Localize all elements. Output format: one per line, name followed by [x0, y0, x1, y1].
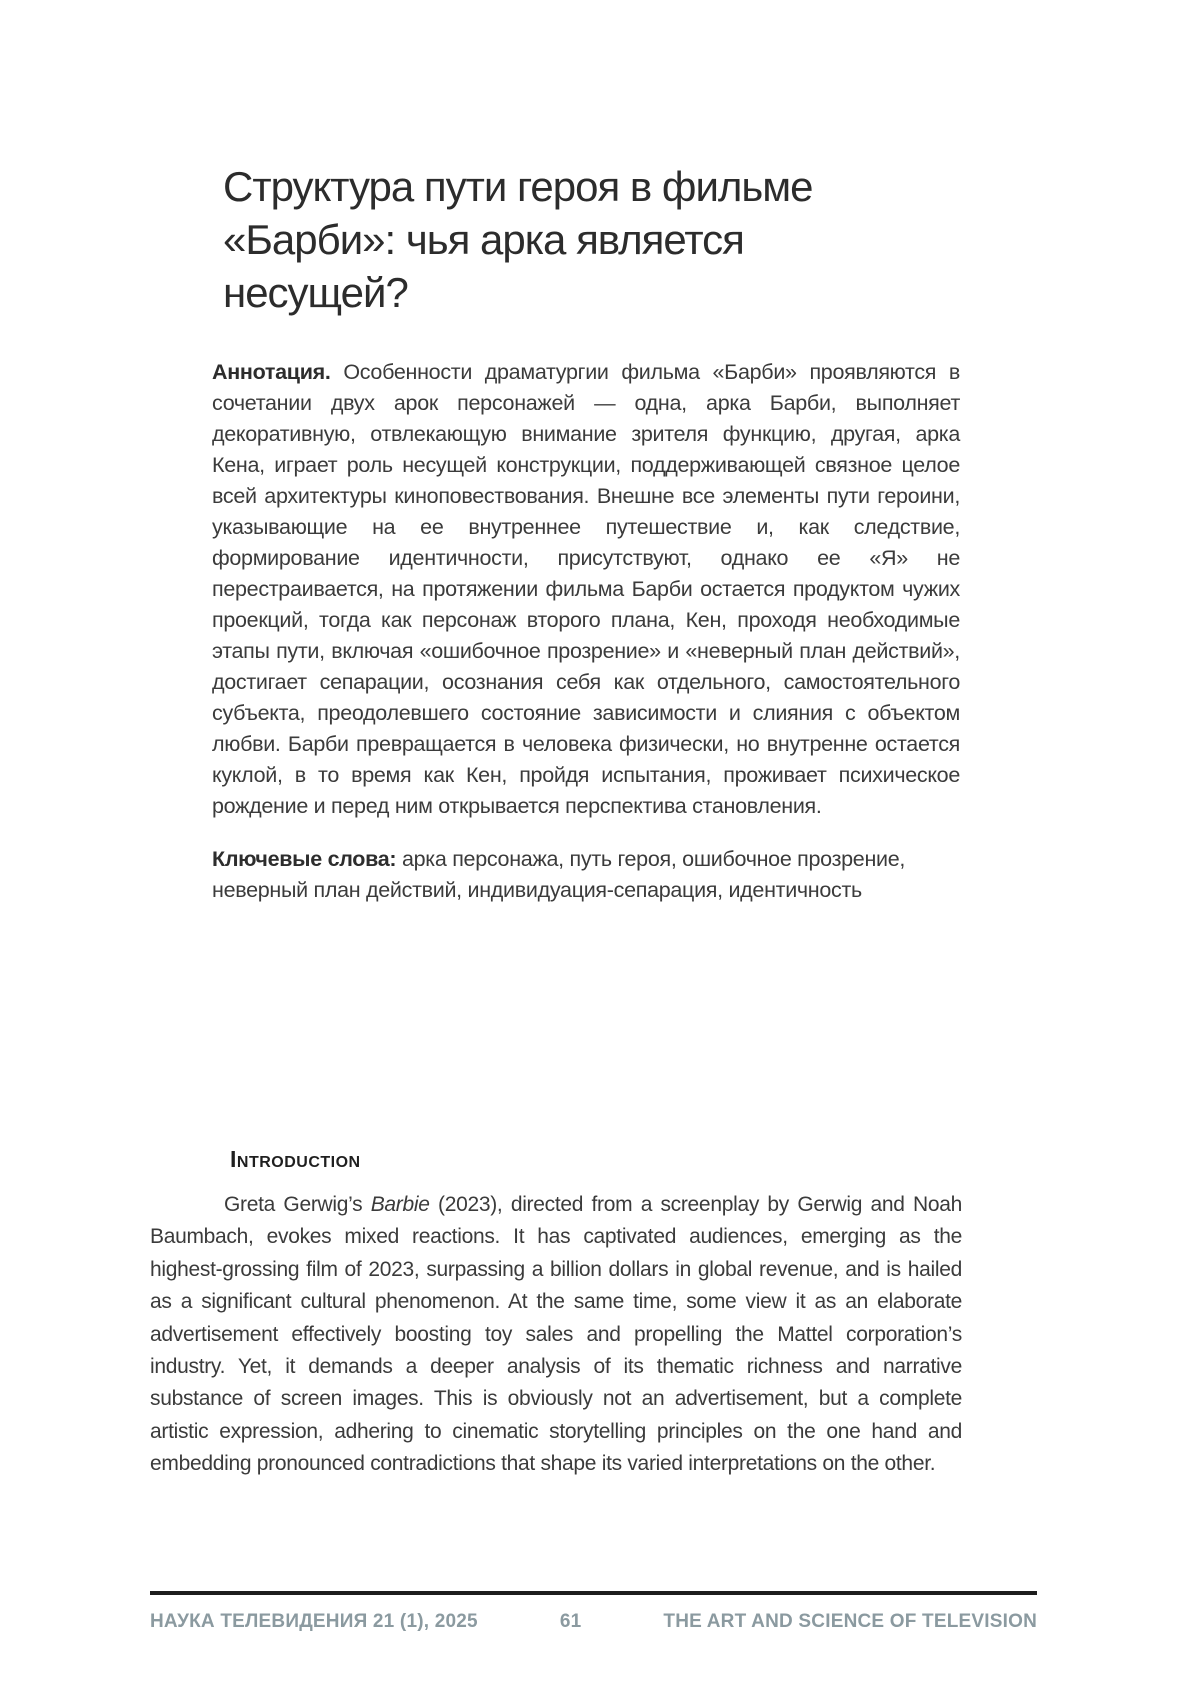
abstract-label: Аннотация.: [212, 360, 331, 384]
keywords-paragraph: [212, 844, 960, 906]
introduction-paragraph: [150, 1189, 962, 1481]
abstract-paragraph: [212, 357, 960, 822]
footer-page-number: 61: [559, 1611, 582, 1632]
footer-journal-russian: НАУКА ТЕЛЕВИДЕНИЯ 21 (1), 2025: [150, 1611, 478, 1632]
keywords-label: Ключевые слова:: [212, 847, 397, 871]
introduction-text-rest: (2023), directed from a screenplay by Gerwig and Noah Baumbach, evokes mixed reactions. It has captivated audiences, emerging as the highest-grossing film of 2023, surpassing a billion dollars in global revenue, and is hailed as a significant cultural phenomenon. At the same time, some view it as an elaborate advertisement effectively boosting toy sales and propelling the Mattel corporation’s industry. Yet, it demands a deeper analysis of its thematic richness and narrative substance of screen images. This is obviously not an advertisement, but a complete artistic expression, adhering to cinematic storytelling principles on the one hand and embedding pronounced contradictions that shape its varied interpretations on the other.: [150, 1193, 962, 1476]
page-footer: [150, 1611, 1037, 1633]
keywords-text: арка персонажа, путь героя, ошибочное прозрение, неверный план действий, индивидуация-сепарация, идентичность: [212, 847, 906, 902]
footer-rule: [150, 1591, 1037, 1595]
footer-journal-english: THE ART AND SCIENCE OF TELEVISION: [663, 1611, 1037, 1632]
article-title: Структура пути героя в фильме «Барби»: чья арка является несущей?: [223, 163, 813, 316]
abstract-text: Особенности драматургии фильма «Барби» проявляются в сочетании двух арок персонажей — одна, арка Барби, выполняет декоративную, отвлекающую внимание зрителя функцию, другая, арка Кена, играет роль несущей конструкции, поддерживающей связное целое всей архитектуры киноповествования. Внешне все элементы пути героини, указывающие на ее внутреннее путешествие и, как следствие, формирование идентичности, присутствуют, однако ее «Я» не перестраивается, на протяжении фильма Барби остается продуктом чужих проекций, тогда как персонаж второго плана, Кен, проходя необходимые этапы пути, включая «ошибочное прозрение» и «неверный план действий», достигает сепарации, осознания себя как отдельного, самостоятельного субъекта, преодолевшего состояние зависимости и слияния с объектом любви. Барби превращается в человека физически, но внутренне остается куклой, в то время как Кен, пройдя испытания, проживает психическое рождение и перед ним открывается перспектива становления.: [212, 360, 960, 818]
film-title-italic: Barbie: [370, 1193, 430, 1216]
section-heading-introduction: Introduction: [230, 1146, 361, 1172]
introduction-text-start: Greta Gerwig’s: [224, 1193, 371, 1216]
